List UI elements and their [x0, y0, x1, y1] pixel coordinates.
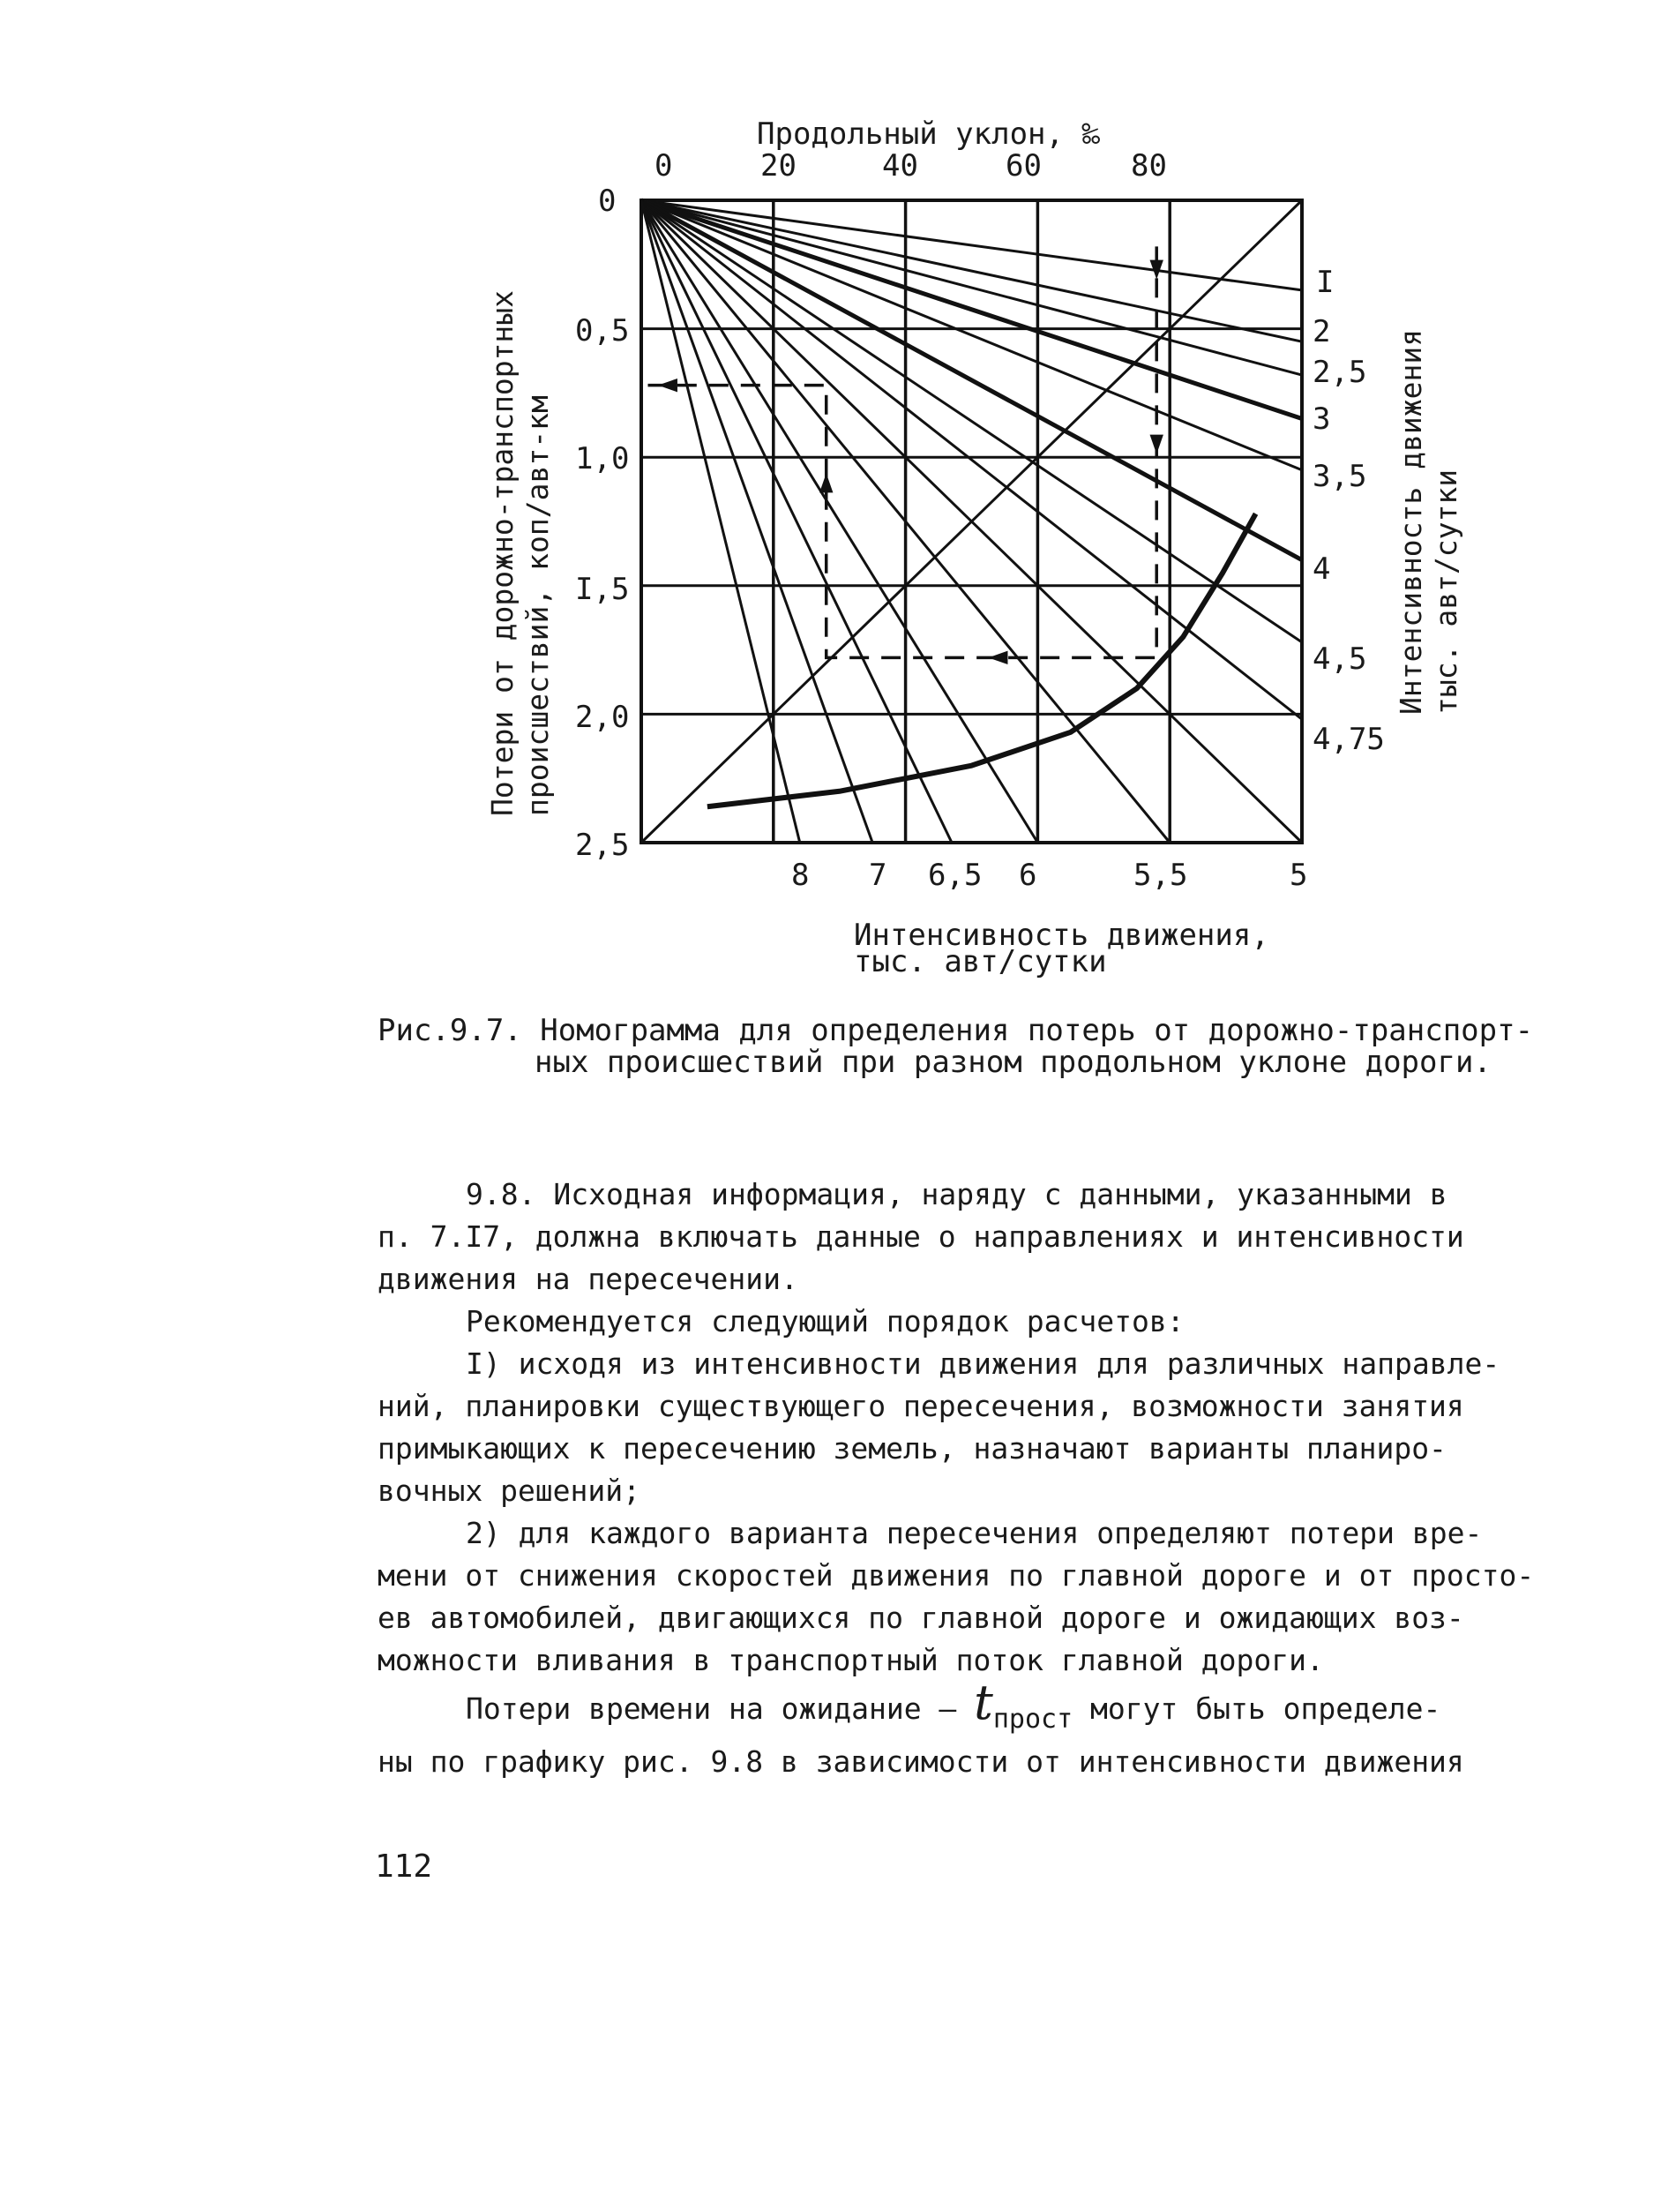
series-line: [641, 200, 872, 843]
bottom-axis-title-line: Интенсивность движения,: [854, 918, 1269, 953]
series-line: [641, 200, 1302, 642]
text-line: Рекомендуется следующий порядок расчетов:: [466, 1304, 1185, 1338]
text-line: 2) для каждого варианта пересечения определяют потери вре-: [466, 1516, 1483, 1550]
bottom-tick: 8: [791, 858, 810, 893]
top-axis-title: Продольный уклон, ‰: [757, 116, 1100, 152]
top-tick: 80: [1131, 148, 1167, 184]
paragraph: [378, 1301, 1524, 1343]
text-line: [378, 1675, 1524, 1741]
bottom-tick: 6,5: [928, 858, 983, 893]
series-line: [641, 200, 1302, 719]
nomogram-plot: [0, 0, 1668, 1006]
arrow-down-icon: [1150, 435, 1163, 454]
text-line: мени от снижения скоростей движения по главной дороге и от просто-: [378, 1558, 1535, 1593]
caption-line: ных происшествий при разном продольном уклоне дороги.: [535, 1045, 1492, 1080]
right-label: I: [1316, 265, 1335, 300]
text-line: ний, планировки существующего пересечения, возможности занятия: [378, 1389, 1464, 1423]
left-tick: 0,5: [575, 313, 630, 349]
left-tick: I,5: [575, 572, 630, 607]
right-label: 3: [1313, 401, 1331, 437]
right-label: 3,5: [1313, 459, 1367, 494]
t-subscript: прост: [992, 1704, 1073, 1735]
series-line: [641, 200, 1302, 375]
page-number: 112: [375, 1848, 433, 1885]
bottom-tick: 5,5: [1133, 858, 1188, 893]
right-label: 2,5: [1313, 355, 1367, 390]
left-axis-title-line: Потери от дорожно-транспортных: [485, 289, 520, 816]
paragraph: [378, 1173, 1524, 1301]
list-item: [378, 1343, 1524, 1512]
bottom-tick: 7: [869, 858, 887, 893]
right-axis-title-line: Интенсивность движения: [1394, 328, 1428, 715]
right-label: 2: [1313, 314, 1331, 349]
text-fragment: Потери времени на ожидание –: [466, 1691, 975, 1726]
series-line: [641, 200, 1302, 470]
text-line: ны по графику рис. 9.8 в зависимости от интенсивности движения: [378, 1744, 1464, 1779]
text-line: 9.8. Исходная информация, наряду с данными, указанными в: [466, 1177, 1447, 1211]
figure-caption: [378, 1015, 1542, 1078]
series-line: [641, 200, 1037, 843]
bottom-axis-title-line: тыс. авт/сутки: [854, 944, 1107, 979]
body-text: [378, 1173, 1535, 1783]
left-axis-title-line: происшествий, коп/авт-км: [520, 395, 555, 816]
right-label: 4,75: [1313, 722, 1385, 757]
top-tick: 60: [1006, 148, 1042, 184]
top-tick: 0: [654, 148, 673, 184]
series-line: [641, 200, 1302, 560]
text-line: п. 7.I7, должна включать данные о направлениях и интенсивности: [378, 1219, 1464, 1254]
top-tick: 20: [760, 148, 797, 184]
series-line: [641, 200, 1302, 419]
arrow-left-icon: [988, 651, 1007, 664]
nomogram-figure: [0, 0, 1668, 1006]
text-line: примыкающих к пересечению земель, назначают варианты планиро-: [378, 1431, 1447, 1466]
right-label: 4,5: [1313, 641, 1367, 677]
left-tick: 1,0: [575, 441, 630, 476]
caption-line: Рис.9.7. Номограмма для определения потерь от дорожно-транспорт-: [378, 1013, 1534, 1048]
paragraph: [378, 1675, 1524, 1783]
text-line: I) исходя из интенсивности движения для различных направле-: [466, 1346, 1500, 1381]
text-line: движения на пересечении.: [378, 1262, 798, 1296]
bottom-tick: 5: [1290, 858, 1308, 893]
left-tick: 2,0: [575, 700, 630, 735]
right-axis-title-line: тыс. авт/сутки: [1429, 469, 1463, 715]
bottom-tick: 6: [1019, 858, 1037, 893]
t-symbol: t: [974, 1675, 993, 1730]
list-item: [378, 1512, 1535, 1682]
left-tick: 0: [598, 184, 617, 219]
text-line: вочных решений;: [378, 1473, 641, 1508]
right-label: 4: [1313, 551, 1331, 587]
top-tick: 40: [882, 148, 918, 184]
text-line: ев автомобилей, двигающихся по главной дороге и ожидающих воз-: [378, 1601, 1464, 1635]
text-line: можности вливания в транспортный поток главной дороги.: [378, 1643, 1324, 1677]
left-tick: 2,5: [575, 828, 630, 863]
text-fragment: могут быть определе-: [1073, 1691, 1441, 1726]
arrow-left-icon: [658, 379, 677, 392]
arrow-up-icon: [819, 473, 833, 492]
